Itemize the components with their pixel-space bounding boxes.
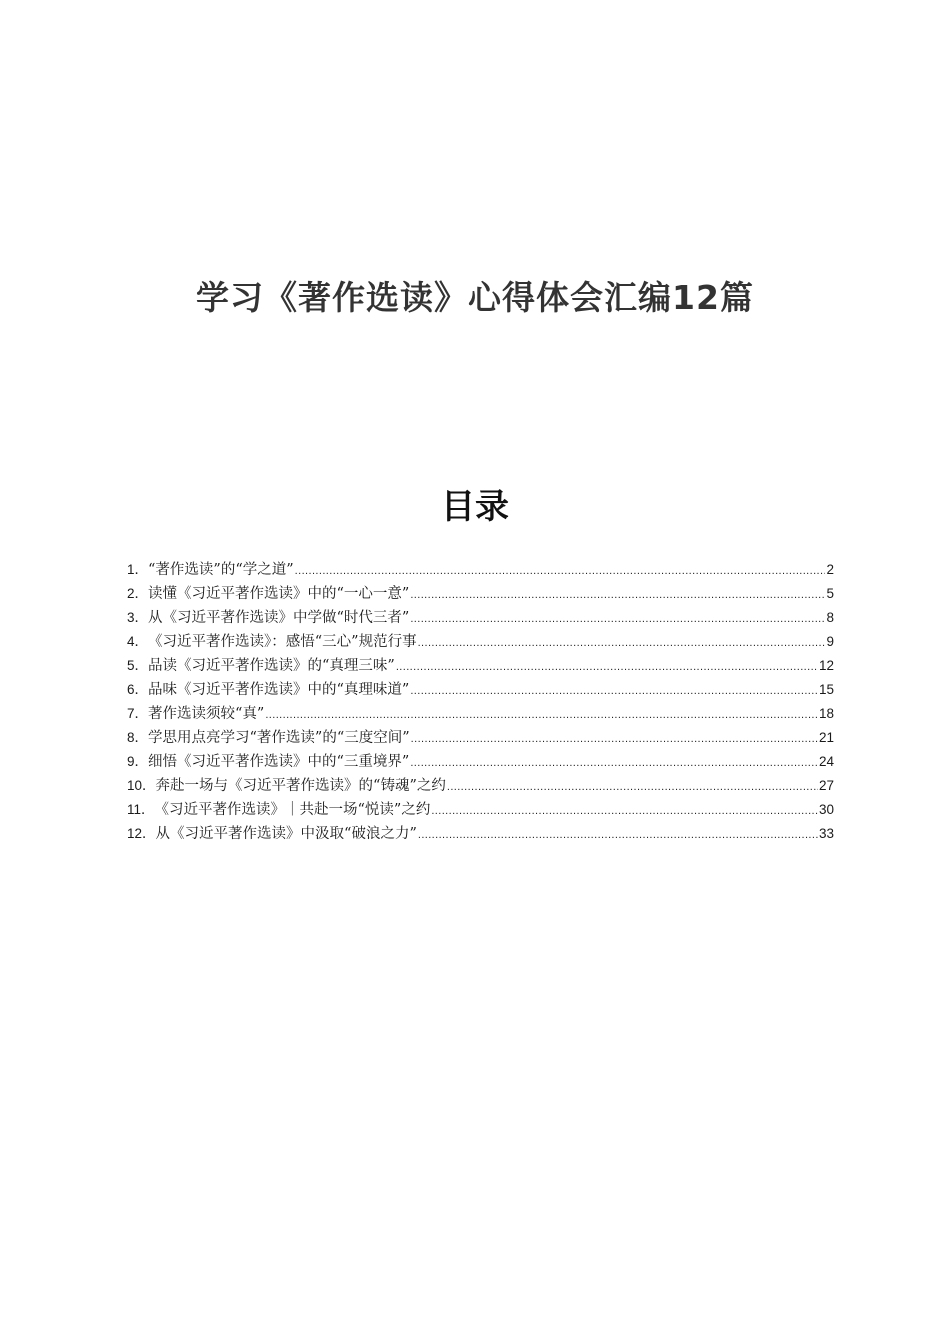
toc-entry-title: 从《习近平著作选读》中学做“时代三者”	[148, 610, 410, 626]
toc-entry-page: 9	[826, 634, 834, 649]
toc-entry-page: 21	[818, 730, 834, 745]
toc-entry-title: 品味《习近平著作选读》中的“真理味道”	[148, 682, 410, 698]
toc-entry-number: 2．	[127, 586, 149, 601]
toc-dot-leader	[410, 607, 825, 631]
toc-entry-title: 《习近平著作选读》：感悟“三心”规范行事	[148, 634, 417, 650]
toc-entry[interactable]	[127, 630, 834, 654]
toc-entry-number: 5．	[127, 658, 149, 673]
toc-dot-leader	[396, 655, 818, 679]
toc-entry-number: 11．	[127, 802, 155, 817]
toc-entry-number: 10．	[127, 778, 156, 793]
toc-entry-number: 8．	[127, 730, 149, 745]
toc-entry-page: 24	[818, 754, 834, 769]
toc-entry-title: 从《习近平著作选读》中汲取“破浪之力”	[155, 826, 417, 842]
toc-entry-page: 8	[826, 610, 834, 625]
toc-entry-number: 3．	[127, 610, 149, 625]
toc-entry[interactable]	[127, 726, 834, 750]
toc-entry[interactable]	[127, 750, 834, 774]
toc-entry-number: 6．	[127, 682, 149, 697]
toc-entry-number: 7．	[127, 706, 149, 721]
toc-entry-title: 奔赴一场与《习近平著作选读》的“铸魂”之约	[155, 778, 446, 794]
toc-dot-leader	[295, 559, 826, 583]
toc-entry-number: 9．	[127, 754, 149, 769]
toc-entry-title: 著作选读须较“真”	[148, 706, 265, 722]
toc-entry-page: 5	[826, 586, 834, 601]
toc-entry-number: 12．	[127, 826, 156, 841]
toc-entry-title: 细悟《习近平著作选读》中的“三重境界”	[148, 754, 410, 770]
toc-dot-leader	[431, 799, 818, 823]
toc-dot-leader	[410, 679, 818, 703]
toc-dot-leader	[411, 727, 818, 751]
toc-entry[interactable]	[127, 678, 834, 702]
toc-entry-page: 12	[818, 658, 834, 673]
toc-entry-page: 27	[818, 778, 834, 793]
toc-entry-page: 18	[818, 706, 834, 721]
toc-dot-leader	[265, 703, 818, 727]
toc-entry-title: 学思用点亮学习“著作选读”的“三度空间”	[148, 730, 410, 746]
toc-dot-leader	[418, 631, 826, 655]
toc-dot-leader	[418, 823, 818, 847]
toc-entry-title: 《习近平著作选读》｜共赴一场“悦读”之约	[154, 802, 431, 818]
toc-entry[interactable]	[127, 798, 834, 822]
toc-entry-number: 1．	[127, 562, 149, 577]
toc-entry[interactable]	[127, 558, 834, 582]
toc-dot-leader	[410, 583, 825, 607]
toc-entry-page: 30	[818, 802, 834, 817]
toc-entry-page: 33	[818, 826, 834, 841]
toc-entry-title: 读懂《习近平著作选读》中的“一心一意”	[148, 586, 410, 602]
toc-dot-leader	[410, 751, 818, 775]
toc-entry[interactable]	[127, 822, 834, 846]
toc-entry[interactable]	[127, 582, 834, 606]
document-title: 学习《著作选读》心得体会汇编12篇	[196, 278, 754, 317]
toc-entry-page: 15	[818, 682, 834, 697]
toc-entry-number: 4．	[127, 634, 149, 649]
toc-heading: 目录	[441, 487, 509, 527]
toc-entry-title: “著作选读”的“学之道”	[148, 562, 294, 578]
toc-dot-leader	[447, 775, 818, 799]
toc-entry-page: 2	[826, 562, 834, 577]
toc-entry[interactable]	[127, 702, 834, 726]
toc-entry[interactable]	[127, 774, 834, 798]
table-of-contents	[127, 558, 834, 846]
toc-entry-title: 品读《习近平著作选读》的“真理三味”	[148, 658, 395, 674]
toc-entry[interactable]	[127, 606, 834, 630]
toc-entry[interactable]	[127, 654, 834, 678]
